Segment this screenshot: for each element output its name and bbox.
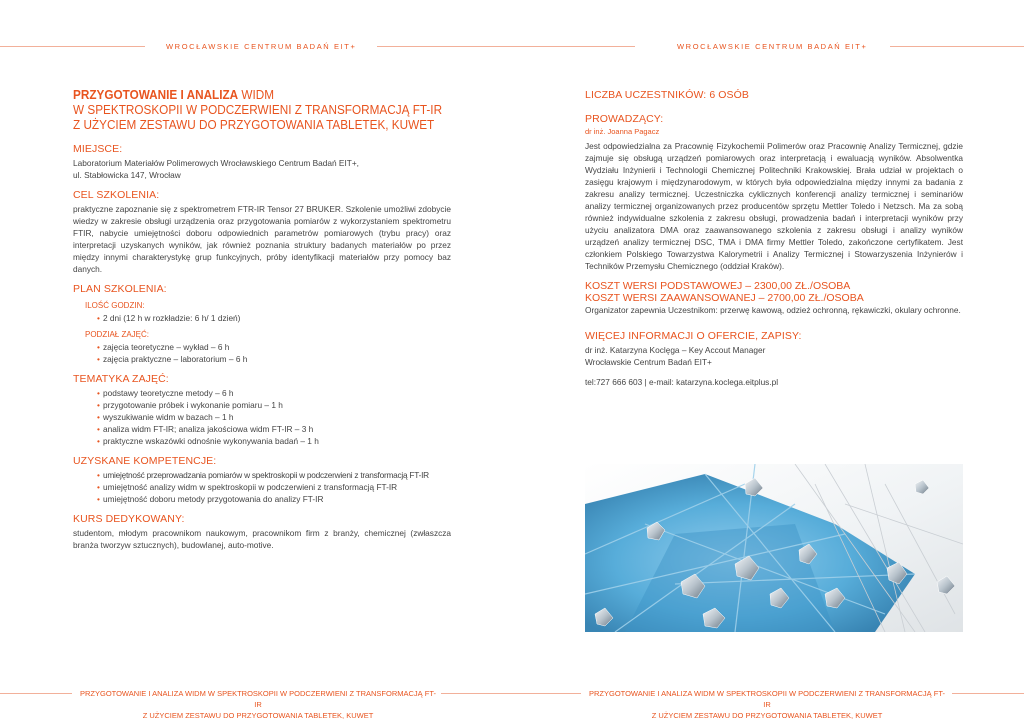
left-column: [73, 88, 451, 551]
header-rule-left-a: [0, 46, 145, 47]
kompetencje-heading: UZYSKANE KOMPETENCJE:: [73, 455, 217, 467]
miejsce-heading: MIEJSCE:: [73, 143, 123, 155]
prowadzacy-heading: PROWADZĄCY:: [585, 113, 664, 125]
header-rule-left-b: [377, 46, 635, 47]
footer-rule-left-a: [0, 693, 72, 694]
header-label-right: WROCŁAWSKIE CENTRUM BADAŃ EIT+: [677, 42, 868, 51]
page-title: [73, 88, 443, 133]
footer-left-line1: PRZYGOTOWANIE I ANALIZA WIDM W SPEKTROSKOPII W PODCZERWIENI Z TRANSFORMACJĄ FT-IR: [79, 689, 436, 709]
list-item: • podstawy teoretyczne metody – 6 h: [97, 387, 451, 399]
kontakt-line3: tel:727 666 603 | e-mail: katarzyna.koclega.eitplus.pl: [585, 377, 779, 387]
molecular-art-image: [585, 464, 963, 632]
koszt-zaawansowany: KOSZT WERSI ZAAWANSOWANEJ – 2700,00 ZŁ./OSOBA: [585, 292, 864, 304]
right-column: [585, 88, 963, 388]
kurs-heading: KURS DEDYKOWANY:: [73, 513, 185, 525]
prowadzacy-name: dr inż. Joanna Pagacz: [585, 127, 660, 136]
list-item: • 2 dni (12 h w rozkładzie: 6 h/ 1 dzień): [97, 312, 451, 324]
list-item: • umiejętność analizy widm w spektroskopii w podczerwieni z transformacją FT-IR: [97, 481, 451, 493]
kontakt-heading: WIĘCEJ INFORMACJI O OFERCIE, ZAPISY:: [585, 330, 802, 342]
title-bold: PRZYGOTOWANIE I ANALIZA: [73, 88, 239, 102]
list-item: • analiza widm FT-IR; analiza jakościowa widm FT-IR – 3 h: [97, 423, 451, 435]
miejsce-line1: Laboratorium Materiałów Polimerowych Wrocławskiego Centrum Badań EIT+,: [73, 158, 359, 168]
plan-heading: PLAN SZKOLENIA:: [73, 283, 167, 295]
list-item: • zajęcia teoretyczne – wykład – 6 h: [97, 341, 451, 353]
tematyka-list: [97, 387, 451, 447]
prowadzacy-bio: Jest odpowiedzialna za Pracownię Fizykochemii Polimerów oraz Pracownię Analizy Termicznej, gdzie zajmuje się obsługą urządzeń pomiarowych oraz interpretacją i ewaluacją wyników. Absolwentka Wydziału Inżynierii i Technologii Chemicznej Politechniki Krakowskiej. Brała udział w projektach o zasięgu krajowym i międzynarodowym, w których była odpowiedzialna między innymi za badania z zakresu analizy termicznej. Uczestniczka cyklicznych konferencji analizy termicznej i seminariów analizy termicznej organizowanych przez producentów sprzętu Mettler Toledo i Netzsch. Ma za sobą również indywidualne szkolenia z zakresu obsługi, prowadzenia badań i interpretacji wyników przy użyciu analizatora DMA oraz zaawansowanego szkolenia z zakresu obsługi i analizy wyników urządzeń analizy termicznej DSC, TMA i DMA firmy Mettler Toledo, zakończone certyfikatem. Jest członkiem Polskiego Towarzystwa Kalorymetrii i Analizy Termicznej i Stowarzyszenia Inżynierów i Techników Przemysłu Chemicznego (oddział Kraków).: [585, 141, 963, 271]
list-item: • praktyczne wskazówki odnośnie wykonywania badań – 1 h: [97, 435, 451, 447]
miejsce-line2: ul. Stabłowicka 147, Wrocław: [73, 170, 181, 180]
footer-right-line2: Z UŻYCIEM ZESTAWU DO PRZYGOTOWANIA TABLETEK, KUWET: [651, 711, 883, 720]
koszt-note: Organizator zapewnia Uczestnikom: przerwę kawową, odzież ochronną, rękawiczki, okulary ochronne.: [585, 305, 961, 315]
footer-rule-right: [952, 693, 1024, 694]
list-item: • umiejętność przeprowadzania pomiarów w spektroskopii w podczerwieni z transformacją FT-IR: [97, 469, 451, 481]
podzial-list: [97, 341, 451, 365]
ilosc-label: ILOŚĆ GODZIN:: [85, 301, 145, 310]
kontakt-line2: Wrocławskie Centrum Badań EIT+: [585, 357, 712, 367]
footer-left: [78, 688, 438, 721]
cel-text: praktyczne zapoznanie się z spektrometrem FTR-IR Tensor 27 BRUKER. Szkolenie umożliwi zdobycie wiedzy w zakresie obsługi urządzenia oraz przygotowania pomiarów z wykorzystaniem spektrometru FTIR, nabycie umiejętności doboru odpowiednich parametrów pomiarowych (trybu pracy) oraz interpretacji uzyskanych wyników, jak również poznania struktury badanych materiałów po przez między innymi charakterystykę grup funkcyjnych, próby identyfikacji materiałów przy pomocy baz danych.: [73, 204, 451, 274]
list-item: • przygotowanie próbek i wykonanie pomiaru – 1 h: [97, 399, 451, 411]
title-rest: WIDM: [238, 88, 275, 102]
podzial-label: PODZIAŁ ZAJĘĆ:: [85, 330, 150, 339]
footer-rule-left-b: [441, 693, 581, 694]
kurs-text: studentom, młodym pracownikom naukowym, pracownikom firm z branży, chemicznej (zwłaszcza branża tworzyw sztucznych), budowlanej, auto-motive.: [73, 528, 451, 550]
koszt-podstawowy: KOSZT WERSI PODSTAWOWEJ – 2300,00 ZŁ./OSOBA: [585, 280, 851, 292]
cel-heading: CEL SZKOLENIA:: [73, 189, 160, 201]
kompetencje-list: [97, 469, 451, 505]
footer-right: [587, 688, 947, 721]
title-line3: Z UŻYCIEM ZESTAWU DO PRZYGOTOWANIA TABLETEK, KUWET: [73, 118, 435, 132]
header-label-left: WROCŁAWSKIE CENTRUM BADAŃ EIT+: [166, 42, 357, 51]
uczestnicy-heading: LICZBA UCZESTNIKÓW: 6 OSÓB: [585, 89, 750, 101]
list-item: • zajęcia praktyczne – laboratorium – 6 h: [97, 353, 451, 365]
title-line2: W SPEKTROSKOPII W PODCZERWIENI Z TRANSFORMACJĄ FT-IR: [73, 103, 443, 117]
header-rule-right: [890, 46, 1024, 47]
list-item: • wyszukiwanie widm w bazach – 1 h: [97, 411, 451, 423]
tematyka-heading: TEMATYKA ZAJĘĆ:: [73, 373, 169, 385]
list-item: • umiejętność doboru metody przygotowania do analizy FT-IR: [97, 493, 451, 505]
footer-left-line2: Z UŻYCIEM ZESTAWU DO PRZYGOTOWANIA TABLETEK, KUWET: [142, 711, 374, 720]
kontakt-line1: dr inż. Katarzyna Koclęga – Key Accout Manager: [585, 345, 766, 355]
footer-right-line1: PRZYGOTOWANIE I ANALIZA WIDM W SPEKTROSKOPII W PODCZERWIENI Z TRANSFORMACJĄ FT-IR: [588, 689, 945, 709]
ilosc-list: [97, 312, 451, 324]
